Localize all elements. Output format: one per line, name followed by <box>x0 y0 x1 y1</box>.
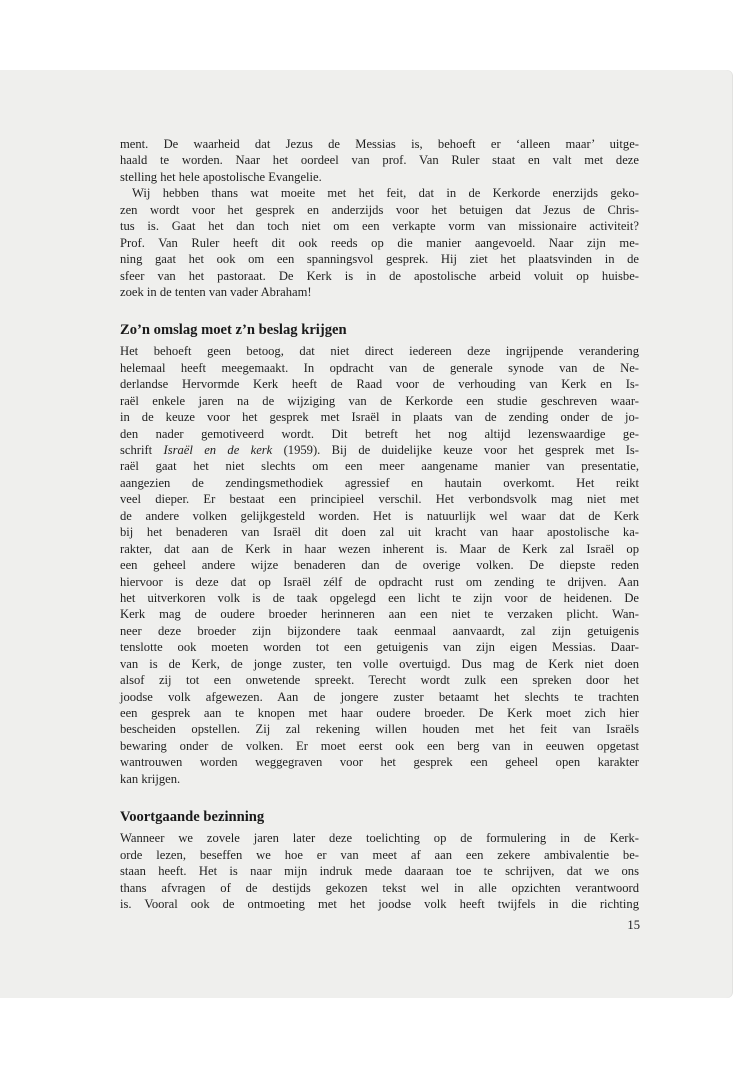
text-line: neer deze broeder zijn bijzondere taak eenmaal aanvaardt, zal zijn getuigenis <box>120 623 639 638</box>
text-line: de andere volken gelijkgesteld worden. Het is natuurlijk wel waar dat de Kerk <box>120 508 639 523</box>
text-line: ning gaat het ook om een spanningsvol gesprek. Hij ziet het plaatsvinden in de <box>120 252 639 267</box>
text-line: is. Vooral ook de ontmoeting met het joodse volk heeft twijfels in die richting <box>120 896 639 911</box>
text-line: orde lezen, beseffen we hoe er van meet af aan een zekere ambivalentie be- <box>120 847 639 862</box>
text-line: helemaal heeft meegemaakt. In opdracht van de generale synode van de Ne- <box>120 360 639 375</box>
text-line: in de keuze voor het gesprek met Israël in plaats van de zending onder de jo- <box>120 410 639 425</box>
text-line: staan heeft. Het is naar mijn indruk mede daaraan toe te schrijven, dat we ons <box>120 864 639 879</box>
text-fragment: (1959). Bij de duidelijke keuze voor het gesprek met Is- <box>272 443 639 457</box>
text-line: van is de Kerk, de jonge zuster, ten volle overtuigd. Dus mag de Kerk niet doen <box>120 656 639 671</box>
text-line: bescheiden opstellen. Zij zal rekening willen houden met het feit van Israëls <box>120 722 639 737</box>
text-line: Kerk mag de oudere broeder herinneren aan een niet te verzaken plicht. Wan- <box>120 607 639 622</box>
text-line: zen wordt voor het gesprek en anderzijds voor het betuigen dat Jezus de Chris- <box>120 202 639 217</box>
text-line <box>120 442 639 458</box>
text-line: raël enkele jaren na de wijziging van de Kerkorde een studie geschreven waar- <box>120 393 639 408</box>
text-line: tus is. Gaat het dan toch niet om een verkapte vorm van missionaire activiteit? <box>120 219 639 234</box>
text-line: aangezien de zendingsmethodiek agressief en hautain overkomt. Het reikt <box>120 475 639 490</box>
page-text <box>120 136 639 912</box>
text-line: veel dieper. Er bestaat een principieel verschil. Het verbondsvolk mag niet met <box>120 492 639 507</box>
text-line: sfeer van het pastoraat. De Kerk is in de apostolische arbeid voluit op huisbe- <box>120 268 639 283</box>
text-line: joodse volk afgewezen. Aan de jongere zuster betaamt het slechts te trachten <box>120 689 639 704</box>
text-line: wantrouwen worden weggegraven voor het gesprek een geheel open karakter <box>120 755 639 770</box>
paragraph-1 <box>120 136 639 185</box>
book-title: Israël en de kerk <box>163 443 273 457</box>
text-line: rakter, dat aan de Kerk in haar wezen inherent is. Maar de Kerk zal Israël op <box>120 541 639 556</box>
text-line: alsof zij tot een onwetende spreekt. Terecht wordt zulk een spreken door het <box>120 673 639 688</box>
text-line: stelling het hele apostolische Evangelie. <box>120 169 322 184</box>
text-line: thans afvragen of de destijds gekozen tekst wel in alle opzichten verantwoord <box>120 880 639 895</box>
text-line: Prof. Van Ruler heeft dit ook reeds op die manier aangevoeld. Naar zijn me- <box>120 235 639 250</box>
text-line: zoek in de tenten van vader Abraham! <box>120 284 312 299</box>
text-line: ment. De waarheid dat Jezus de Messias is, behoeft er ‘alleen maar’ uitge- <box>120 137 639 151</box>
text-line: haald te worden. Naar het oordeel van prof. Van Ruler staat en valt met deze <box>120 153 639 168</box>
text-line: derlandse Hervormde Kerk heeft de Raad voor de verhouding van Kerk en Is- <box>120 377 639 392</box>
section-heading: Voortgaande bezinning <box>120 809 265 826</box>
text-line: bij het benaderen van Israël dit doen zal uit kracht van haar apostolische ka- <box>120 525 639 540</box>
text-line: een gesprek aan te knopen met haar oudere broeder. De Kerk moet zich hier <box>120 706 639 720</box>
text-line: bewaring onder de volken. Er moet eerst ook een berg van in eeuwen opgetast <box>120 738 639 753</box>
text-line: den nader gemotiveerd wordt. Dit betreft het nog altijd lezenswaardige ge- <box>120 426 639 441</box>
paragraph-4 <box>120 830 639 912</box>
text-line: Wanneer we zovele jaren later deze toelichting op de formulering in de Kerk- <box>120 831 639 846</box>
paragraph-3 <box>120 343 639 787</box>
paragraph-2 <box>120 185 639 300</box>
text-line: hiervoor is deze dat op Israël zélf de opdracht rust om zending te drijven. Aan <box>120 574 639 589</box>
section-heading: Zo’n omslag moet z’n beslag krijgen <box>120 322 347 339</box>
text-line: tenslotte ook moeten worden tot een getuigenis van zijn eigen Messias. Daar- <box>120 640 639 655</box>
text-line: het uitverkoren volk is de taak opgelegd een licht te zijn voor de heidenen. De <box>120 590 639 605</box>
text-fragment: schrift <box>120 443 164 457</box>
text-line: een geheel andere wijze benaderen dan de overige volken. De diepste reden <box>120 558 639 573</box>
text-line: Het behoeft geen betoog, dat niet direct iedereen deze ingrijpende verandering <box>120 344 639 359</box>
text-line: kan krijgen. <box>120 771 181 786</box>
text-line: raël gaat het niet slechts om een meer aangename manier van presentatie, <box>120 459 639 474</box>
text-line: Wij hebben thans wat moeite met het feit, dat in de Kerkorde enerzijds geko- <box>132 186 639 201</box>
page-number: 15 <box>627 918 640 932</box>
